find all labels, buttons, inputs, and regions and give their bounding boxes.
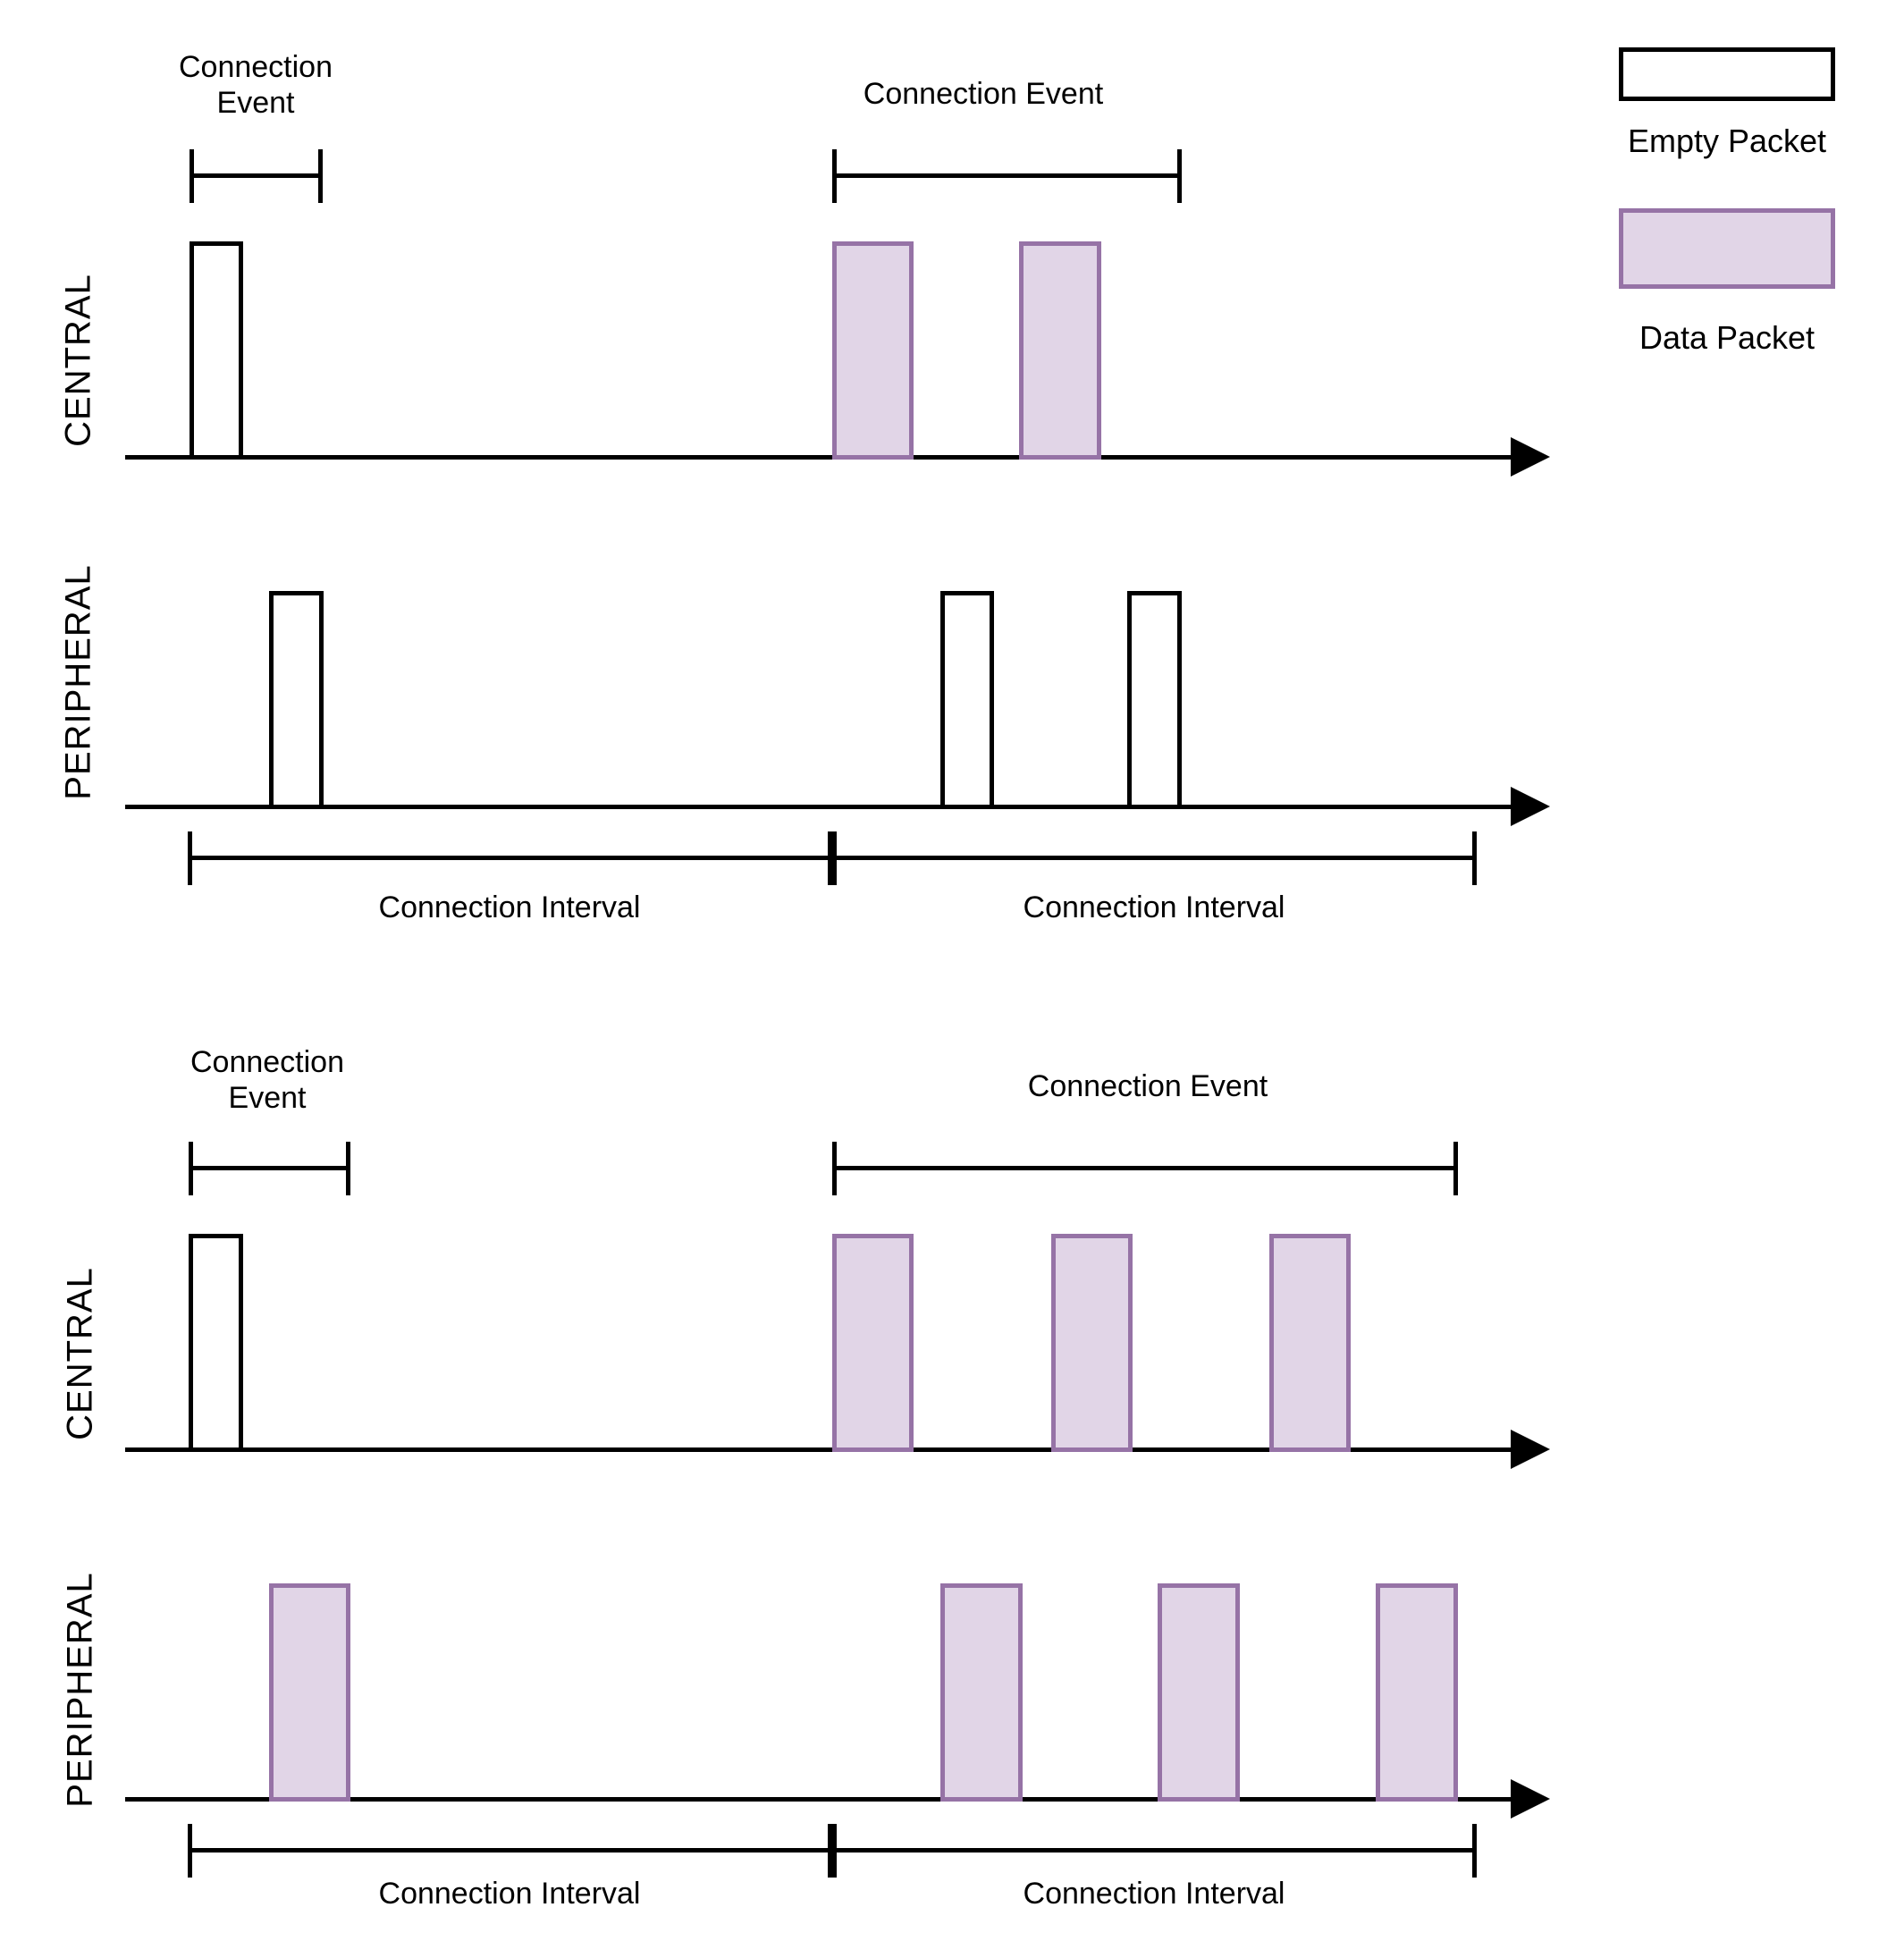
- connection-interval-bracket: [188, 831, 832, 885]
- connection-interval-bracket: [832, 1824, 1477, 1878]
- empty-packet: [189, 1234, 243, 1452]
- data-packet: [832, 1234, 914, 1452]
- bracket-bar: [189, 1166, 350, 1170]
- connection-interval-label: Connection Interval: [378, 1877, 641, 1911]
- axis-arrowhead: [1511, 1779, 1550, 1819]
- connection-interval-label: Connection Interval: [378, 890, 641, 924]
- peripheral-timeline-axis: [125, 805, 1511, 809]
- data-packet: [940, 1583, 1023, 1802]
- connection-interval-label: Connection Interval: [1023, 1877, 1285, 1911]
- empty-packet: [1127, 591, 1182, 809]
- connection-event-bracket: [832, 149, 1182, 203]
- bracket-bar: [188, 1848, 832, 1853]
- peripheral-row-label: PERIPHERAL: [60, 1572, 100, 1808]
- connection-interval-bracket: [832, 831, 1477, 885]
- data-packet: [1269, 1234, 1351, 1452]
- connection-event-label: Connection Event: [863, 77, 1104, 111]
- data-packet: [1051, 1234, 1133, 1452]
- empty-packet-legend-label: Empty Packet: [1627, 122, 1827, 159]
- empty-packet-swatch: [1619, 47, 1835, 101]
- central-row-label: CENTRAL: [58, 274, 98, 447]
- bracket-bar: [832, 1848, 1477, 1853]
- central-timeline-axis: [125, 1447, 1511, 1452]
- peripheral-row-label: PERIPHERAL: [58, 564, 98, 800]
- data-packet-swatch: [1619, 208, 1835, 289]
- connection-event-bracket: [190, 149, 323, 203]
- central-row-label: CENTRAL: [60, 1267, 100, 1440]
- data-packet: [269, 1583, 350, 1802]
- data-packet: [1376, 1583, 1458, 1802]
- empty-packet: [190, 241, 243, 460]
- connection-event-bracket: [832, 1142, 1458, 1195]
- bracket-bar: [188, 856, 832, 860]
- empty-packet: [940, 591, 994, 809]
- bracket-bar: [190, 173, 323, 178]
- bracket-bar: [832, 856, 1477, 860]
- bracket-bar: [832, 1166, 1458, 1170]
- connection-interval-label: Connection Interval: [1023, 890, 1285, 924]
- connection-event-label: Connection Event: [190, 1045, 344, 1115]
- peripheral-timeline-axis: [125, 1797, 1511, 1802]
- data-packet-legend-label: Data Packet: [1639, 319, 1816, 356]
- connection-interval-bracket: [188, 1824, 832, 1878]
- empty-packet: [269, 591, 324, 809]
- bracket-bar: [832, 173, 1182, 178]
- data-packet: [832, 241, 914, 460]
- connection-event-label: Connection Event: [1027, 1069, 1268, 1103]
- central-timeline-axis: [125, 455, 1511, 460]
- connection-event-bracket: [189, 1142, 350, 1195]
- axis-arrowhead: [1511, 1430, 1550, 1469]
- data-packet: [1158, 1583, 1240, 1802]
- axis-arrowhead: [1511, 437, 1550, 477]
- axis-arrowhead: [1511, 787, 1550, 826]
- data-packet: [1019, 241, 1101, 460]
- connection-event-label: Connection Event: [178, 50, 333, 120]
